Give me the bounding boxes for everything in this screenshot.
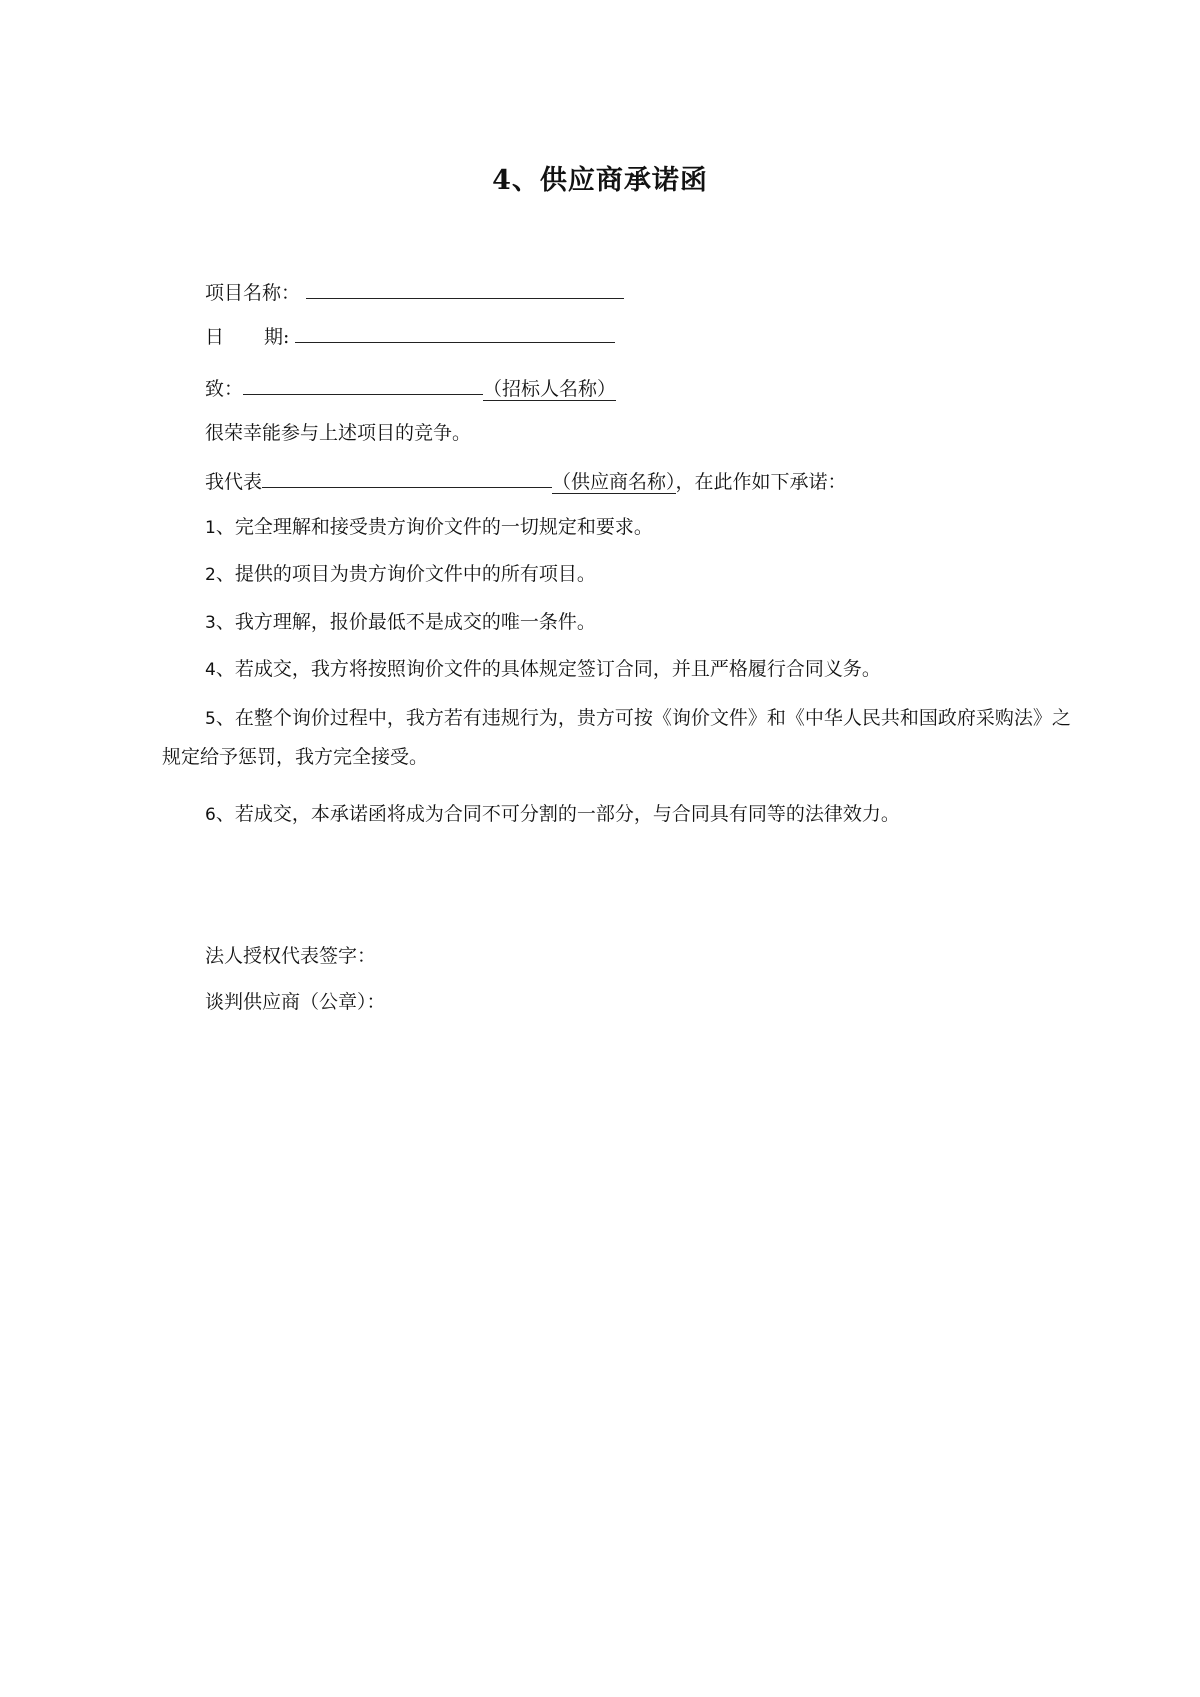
- to-blank: [243, 374, 483, 395]
- commitment-item: [205, 657, 881, 682]
- commitment-number: 4: [205, 660, 216, 680]
- commitment-number: 2: [205, 565, 216, 585]
- commitment-item-wrapped: [162, 699, 1082, 776]
- date-label-char-1: 日: [205, 326, 225, 348]
- commitment-item: [205, 610, 596, 635]
- authorized-rep-signature-label: 法人授权代表签字：: [205, 945, 377, 967]
- commitment-text: 、若成交，本承诺函将成为合同不可分割的一部分，与合同具有同等的法律效力。: [215, 803, 900, 825]
- commitment-number: 5: [205, 709, 216, 729]
- commitment-text: 、我方理解，报价最低不是成交的唯一条件。: [215, 611, 596, 633]
- date-colon: :: [283, 326, 290, 348]
- commitment-text: 、完全理解和接受贵方询价文件的一切规定和要求。: [215, 516, 653, 538]
- commitment-item: [205, 515, 653, 540]
- project-name-blank: [306, 278, 624, 299]
- supplier-seal-label: 谈判供应商（公章）：: [205, 991, 386, 1013]
- to-label: 致：: [205, 378, 244, 400]
- commitment-number: 3: [205, 613, 216, 633]
- supplier-name-placeholder: （供应商名称）: [552, 471, 676, 493]
- tenderer-name-placeholder: （招标人名称）: [483, 378, 617, 400]
- project-name-row: [205, 278, 624, 305]
- commitment-text: 、在整个询价过程中，我方若有违规行为，贵方可按《询价文件》和《中华人民共和国政府采购法》之规定给予惩罚，我方完全接受。: [162, 707, 1071, 768]
- representing-suffix: ，在此作如下承诺：: [675, 471, 847, 493]
- project-name-label: 项目名称：: [205, 282, 301, 304]
- document-title: 4、供应商承诺函: [492, 165, 708, 196]
- commitment-item: [205, 802, 900, 827]
- representing-row: [205, 467, 847, 494]
- commitment-item: [205, 562, 596, 587]
- representing-prefix: 我代表: [205, 471, 263, 493]
- commitment-number: 1: [205, 518, 216, 538]
- commitment-text: 、若成交，我方将按照询价文件的具体规定签订合同，并且严格履行合同义务。: [215, 658, 881, 680]
- commitment-number: 6: [205, 805, 216, 825]
- date-blank: [295, 322, 615, 343]
- commitment-text: 、提供的项目为贵方询价文件中的所有项目。: [215, 563, 596, 585]
- date-row: [205, 322, 615, 349]
- intro-line: 很荣幸能参与上述项目的竞争。: [205, 422, 472, 444]
- supplier-name-blank: [262, 467, 552, 488]
- to-row: [205, 374, 616, 401]
- date-label-char-2: 期: [264, 326, 284, 348]
